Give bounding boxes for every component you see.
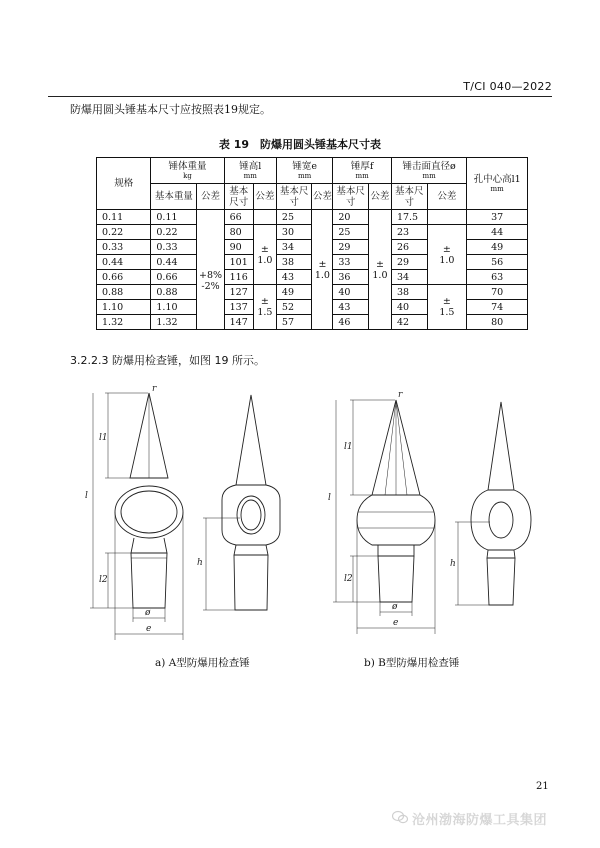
diameter-cell: 38 bbox=[391, 285, 427, 300]
label-r: r bbox=[152, 384, 157, 394]
header-width: 锤宽e mm bbox=[276, 158, 332, 184]
hole-height-cell: 49 bbox=[467, 240, 528, 255]
figure-caption-a: a) A型防爆用检查锤 bbox=[155, 657, 250, 669]
width-cell: 43 bbox=[276, 270, 312, 285]
thickness-cell: 25 bbox=[333, 225, 369, 240]
label-h: h bbox=[197, 558, 203, 568]
spec-cell: 1.32 bbox=[97, 315, 151, 330]
spec-cell: 0.11 bbox=[97, 210, 151, 225]
label-l1-b: l1 bbox=[344, 442, 353, 452]
sub-tolerance: 公差 bbox=[312, 184, 333, 210]
weight-cell: 1.10 bbox=[151, 300, 197, 315]
label-l: l bbox=[85, 491, 88, 501]
section-heading: 3.2.2.3 防爆用检查锤，如图 19 所示。 bbox=[70, 354, 265, 367]
height-cell: 101 bbox=[224, 255, 253, 270]
spec-cell: 0.88 bbox=[97, 285, 151, 300]
height-cell: 90 bbox=[224, 240, 253, 255]
weight-cell: 0.44 bbox=[151, 255, 197, 270]
diameter-cell: 29 bbox=[391, 255, 427, 270]
figure-caption-b: b) B型防爆用检查锤 bbox=[364, 657, 460, 669]
sub-tolerance: 公差 bbox=[197, 184, 224, 210]
thickness-cell: 40 bbox=[333, 285, 369, 300]
hole-height-cell: 74 bbox=[467, 300, 528, 315]
sub-basic-size: 基本尺寸 bbox=[224, 184, 253, 210]
header-weight: 锤体重量 kg bbox=[151, 158, 224, 184]
sub-basic-size: 基本尺寸 bbox=[391, 184, 427, 210]
height-cell: 116 bbox=[224, 270, 253, 285]
diameter-cell: 34 bbox=[391, 270, 427, 285]
b-type-side-view bbox=[471, 402, 531, 605]
weight-cell: 0.33 bbox=[151, 240, 197, 255]
weight-cell: 0.66 bbox=[151, 270, 197, 285]
watermark-text: 沧州渤海防爆工具集团 bbox=[412, 813, 548, 828]
spec-cell: 0.22 bbox=[97, 225, 151, 240]
page-number: 21 bbox=[536, 781, 549, 792]
diameter-cell: 26 bbox=[391, 240, 427, 255]
sub-basic-size: 基本尺寸 bbox=[276, 184, 312, 210]
weight-cell: 0.88 bbox=[151, 285, 197, 300]
thickness-cell: 20 bbox=[333, 210, 369, 225]
wechat-icon bbox=[392, 810, 408, 824]
width-cell: 30 bbox=[276, 225, 312, 240]
spec-cell: 1.10 bbox=[97, 300, 151, 315]
width-tolerance-cell: ± 1.0 bbox=[312, 210, 333, 330]
thickness-cell: 43 bbox=[333, 300, 369, 315]
a-type-dimensions bbox=[90, 393, 183, 640]
b-type-front-view bbox=[357, 400, 435, 602]
diameter-cell: 23 bbox=[391, 225, 427, 240]
hole-height-cell: 37 bbox=[467, 210, 528, 225]
hole-height-cell: 70 bbox=[467, 285, 528, 300]
intro-paragraph: 防爆用圆头锤基本尺寸应按照表19规定。 bbox=[70, 103, 271, 116]
height-tolerance-cell: ± 1.0 bbox=[253, 225, 276, 285]
sub-basic-size: 基本尺寸 bbox=[333, 184, 369, 210]
label-e: e bbox=[146, 624, 152, 634]
width-cell: 34 bbox=[276, 240, 312, 255]
height-cell: 147 bbox=[224, 315, 253, 330]
label-e-b: e bbox=[393, 618, 399, 628]
height-cell: 127 bbox=[224, 285, 253, 300]
thickness-cell: 46 bbox=[333, 315, 369, 330]
diameter-cell: 17.5 bbox=[391, 210, 427, 225]
label-h-b: h bbox=[450, 559, 456, 569]
sub-tolerance: 公差 bbox=[427, 184, 467, 210]
hole-height-cell: 80 bbox=[467, 315, 528, 330]
a-type-front-view bbox=[115, 393, 183, 608]
diameter-cell: 40 bbox=[391, 300, 427, 315]
height-cell: 137 bbox=[224, 300, 253, 315]
thickness-cell: 29 bbox=[333, 240, 369, 255]
spec-cell: 0.33 bbox=[97, 240, 151, 255]
standard-code: T/CI 040—2022 bbox=[463, 80, 552, 93]
thickness-tolerance-cell: ± 1.0 bbox=[368, 210, 391, 330]
header-thickness: 锤厚f mm bbox=[333, 158, 392, 184]
b-type-dimensions bbox=[333, 400, 435, 634]
width-cell: 57 bbox=[276, 315, 312, 330]
width-cell: 52 bbox=[276, 300, 312, 315]
hole-height-cell: 63 bbox=[467, 270, 528, 285]
label-phi-b: ø bbox=[392, 602, 398, 612]
diameter-tolerance-cell: ± 1.5 bbox=[427, 285, 467, 330]
label-l-b: l bbox=[328, 493, 331, 503]
height-cell: 66 bbox=[224, 210, 253, 225]
height-tolerance-cell: ± 1.5 bbox=[253, 285, 276, 330]
weight-cell: 0.22 bbox=[151, 225, 197, 240]
weight-tolerance-cell: +8% -2% bbox=[197, 210, 224, 330]
width-cell: 49 bbox=[276, 285, 312, 300]
spec-cell: 0.44 bbox=[97, 255, 151, 270]
hole-height-cell: 44 bbox=[467, 225, 528, 240]
table-caption: 表 19 防爆用圆头锤基本尺寸表 bbox=[218, 138, 382, 151]
label-l2: l2 bbox=[99, 575, 108, 585]
sub-tolerance: 公差 bbox=[253, 184, 276, 210]
spec-cell: 0.66 bbox=[97, 270, 151, 285]
header-diameter: 锤击面直径ø mm bbox=[391, 158, 466, 184]
header-height: 锤高l mm bbox=[224, 158, 276, 184]
thickness-cell: 33 bbox=[333, 255, 369, 270]
thickness-cell: 36 bbox=[333, 270, 369, 285]
diameter-cell: 42 bbox=[391, 315, 427, 330]
weight-cell: 1.32 bbox=[151, 315, 197, 330]
height-cell: 80 bbox=[224, 225, 253, 240]
label-l1: l1 bbox=[99, 433, 108, 443]
b-type-side-dimensions bbox=[455, 522, 490, 605]
sub-tolerance: 公差 bbox=[368, 184, 391, 210]
sub-basic-weight: 基本重量 bbox=[151, 184, 197, 210]
label-r-b: r bbox=[398, 390, 403, 400]
diameter-tolerance-cell: ± 1.0 bbox=[427, 225, 467, 285]
header-spec: 规格 bbox=[97, 158, 151, 210]
hole-height-cell: 56 bbox=[467, 255, 528, 270]
weight-cell: 0.11 bbox=[151, 210, 197, 225]
width-cell: 25 bbox=[276, 210, 312, 225]
label-l2-b: l2 bbox=[344, 574, 353, 584]
label-phi: ø bbox=[145, 608, 151, 618]
a-type-side-view bbox=[222, 395, 280, 610]
header-hole-height: 孔中心高l1 mm bbox=[467, 158, 528, 210]
width-cell: 38 bbox=[276, 255, 312, 270]
